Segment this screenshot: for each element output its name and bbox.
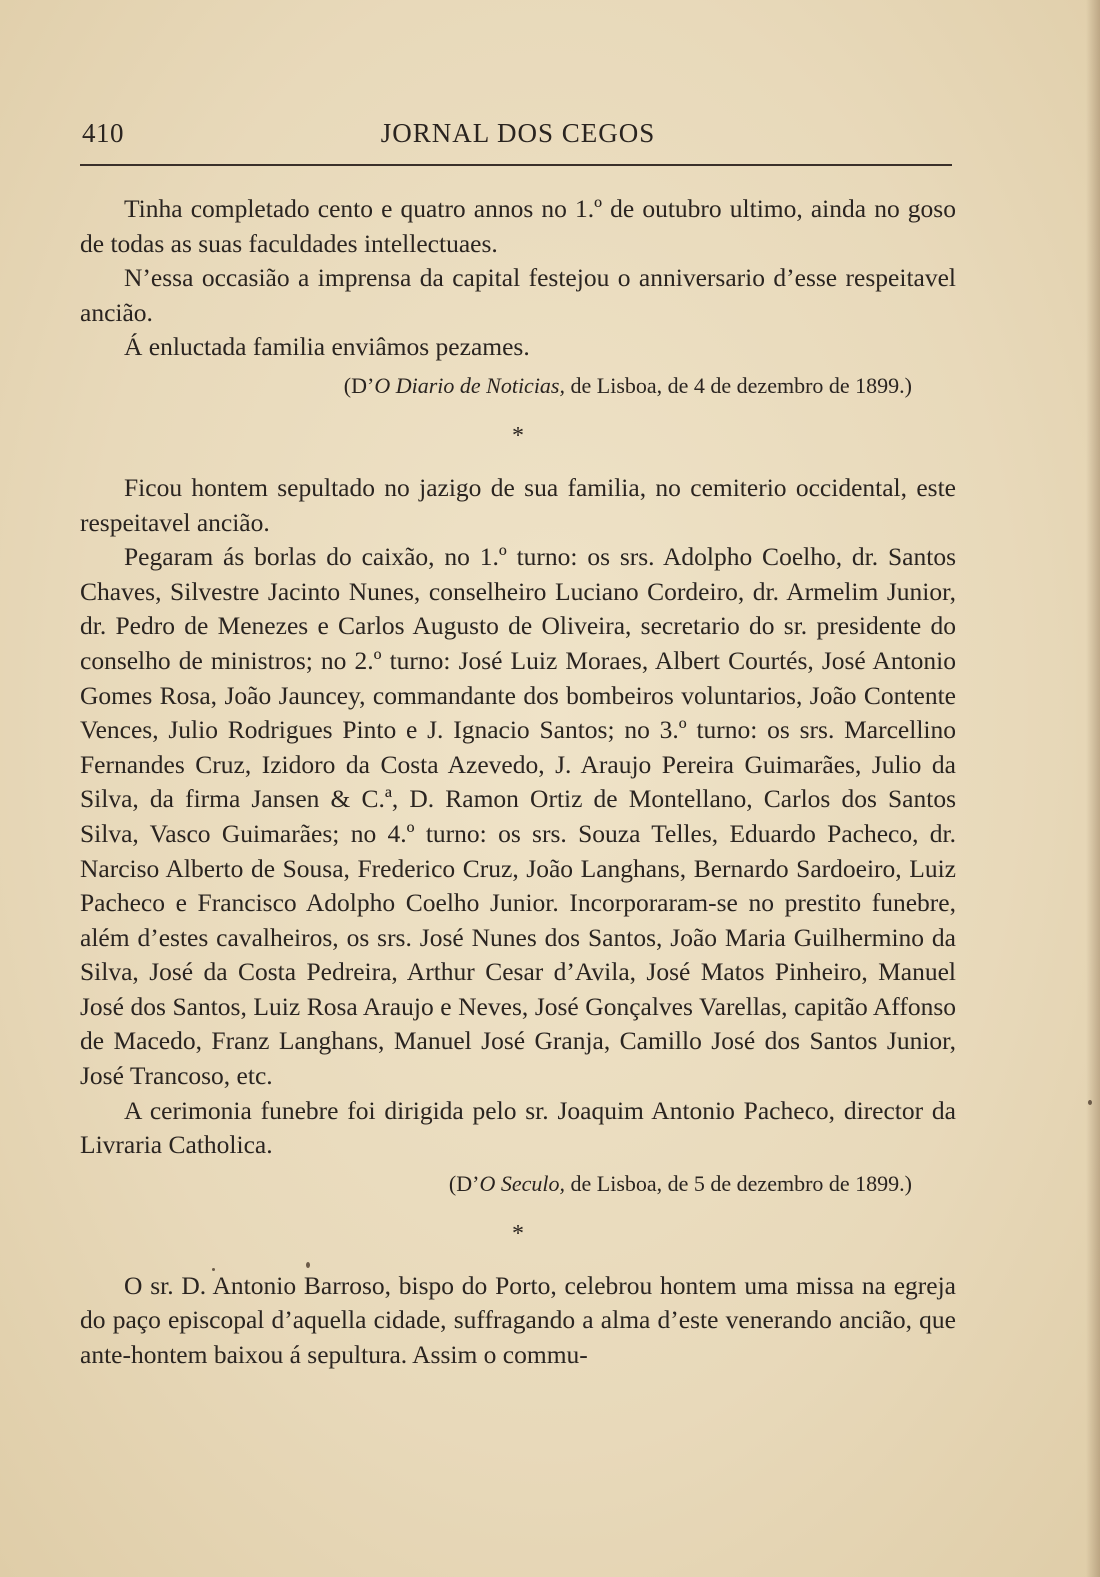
paragraph: Ficou hontem sepultado no jazigo de sua familia, no cemiterio occidental, este respeitavel ancião.: [80, 472, 956, 537]
running-head: [80, 118, 956, 158]
source-prefix: (D’: [448, 1170, 480, 1196]
document-page: [80, 0, 956, 1577]
source-citation: [80, 1169, 956, 1199]
header-rule: [80, 164, 952, 166]
paragraph: O sr. D. Antonio Barroso, bispo do Porto, celebrou hontem uma missa na egreja do paço episcopal d’aquella cidade, suffragando a alma d’este venerando ancião, que ante-hontem baixou á sepultura. Assim o commu-: [80, 1270, 956, 1370]
paragraph: A cerimonia funebre foi dirigida pelo sr. Joaquim Antonio Pacheco, director da Livraria Catholica.: [80, 1095, 956, 1160]
paragraph: Á enluctada familia enviâmos pezames.: [124, 332, 530, 362]
source-details: de Lisboa, de 5 de dezembro de 1899.): [565, 1170, 912, 1196]
paragraph: Pegaram ás borlas do caixão, no 1.º turno: os srs. Adolpho Coelho, dr. Santos Chaves, Silvestre Jacinto Nunes, conselheiro Luciano Cordeiro, dr. Armelim Junior, dr. Pedro de Menezes e Carlos Augusto de Oliveira, secretario do sr. presidente do conselho de ministros; no 2.º turno: José Luiz Moraes, Albert Courtés, José Antonio Gomes Rosa, João Jauncey, commandante dos bombeiros voluntarios, João Contente Vences, Julio Rodrigues Pinto e J. Ignacio Santos; no 3.º turno: os srs. Marcellino Fernandes Cruz, Izidoro da Costa Azevedo, J. Araujo Pereira Guimarães, Julio da Silva, da firma Jansen & C.ª, D. Ramon Ortiz de Montellano, Carlos dos Santos Silva, Vasco Guimarães; no 4.º turno: os srs. Souza Telles, Eduardo Pacheco, dr. Narciso Alberto de Sousa, Frederico Cruz, João Langhans, Bernardo Sardoeiro, Luiz Pacheco e Francisco Adolpho Coelho Junior. Incorporaram-se no prestito funebre, além d’estes cavalheiros, os srs. José Nunes dos Santos, João Maria Guilhermino da Silva, José da Costa Pedreira, Arthur Cesar d’Avila, José Matos Pinheiro, Manuel José dos Santos, Luiz Rosa Araujo e Neves, José Gonçalves Varellas, capitão Affonso de Macedo, Franz Langhans, Manuel José Granja, Camillo José dos Santos Junior, José Trancoso, etc.: [80, 542, 956, 1091]
paper-speck: [1088, 1100, 1092, 1105]
page-edge-shadow: [1086, 0, 1100, 1577]
source-citation: [80, 371, 956, 401]
body-text: [80, 192, 956, 1373]
source-prefix: (D’: [343, 372, 375, 398]
paragraph: Tinha completado cento e quatro annos no 1.º de outubro ultimo, ainda no goso de todas as suas faculdades intellectuaes.: [80, 194, 956, 258]
journal-title: JORNAL DOS CEGOS: [380, 118, 656, 148]
section-separator: *: [512, 422, 524, 449]
section-separator: *: [512, 1220, 524, 1247]
source-title: O Diario de Noticias,: [374, 372, 565, 398]
paragraph: N’essa occasião a imprensa da capital festejou o anniversario d’esse respeitavel ancião.: [80, 263, 956, 327]
source-details: de Lisboa, de 4 de dezembro de 1899.): [565, 372, 912, 398]
page-number: 410: [82, 118, 124, 148]
source-title: O Seculo,: [479, 1170, 565, 1196]
